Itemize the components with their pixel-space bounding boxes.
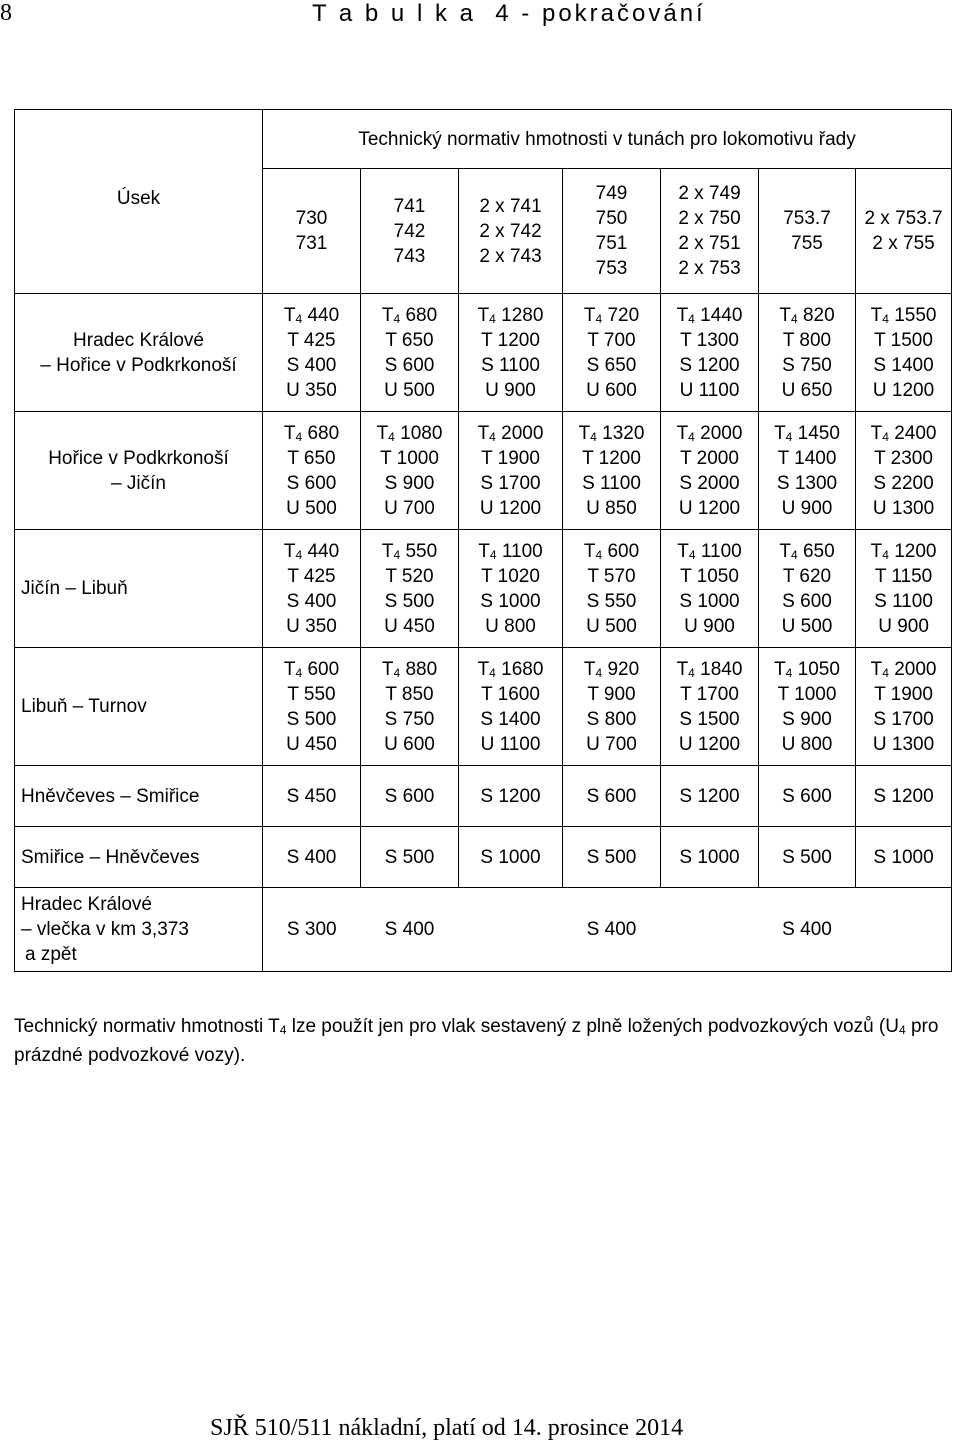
locomotive-column-header bbox=[563, 169, 661, 294]
weight-value: U 600 bbox=[384, 733, 435, 755]
section-header: Úsek bbox=[15, 110, 263, 294]
weight-value: T 1200 bbox=[582, 447, 641, 469]
weight-value: S 500 bbox=[286, 708, 337, 730]
weight-cell bbox=[361, 648, 459, 766]
locomotive-series: 742 bbox=[393, 220, 426, 242]
weight-cell: S 1200 bbox=[856, 766, 952, 827]
weight-value: S 1500 bbox=[679, 708, 740, 730]
weight-t4: $T_4$ 1280 bbox=[477, 304, 544, 326]
weight-value: S 650 bbox=[586, 354, 637, 376]
table-row bbox=[15, 294, 952, 412]
weight-value: S 1100 bbox=[582, 472, 641, 494]
weight-value: T 2000 bbox=[680, 447, 739, 469]
locomotive-series: 753 bbox=[595, 258, 628, 279]
page-number: 8 bbox=[0, 0, 12, 26]
weight-value: U 800 bbox=[485, 615, 536, 637]
weight-cell bbox=[661, 888, 759, 972]
locomotive-series: 753.7 bbox=[783, 208, 831, 229]
weight-value: U 500 bbox=[384, 379, 435, 401]
locomotive-series: 2 x 755 bbox=[872, 233, 935, 254]
weight-cell bbox=[661, 530, 759, 648]
weight-cell bbox=[459, 648, 563, 766]
weight-t4: $T_4$ 680 bbox=[283, 422, 340, 444]
weight-cell bbox=[563, 412, 661, 530]
weight-value: T 1200 bbox=[481, 329, 540, 351]
weight-value: T 1600 bbox=[481, 683, 540, 705]
weight-cell bbox=[263, 648, 361, 766]
weight-value: S 1300 bbox=[776, 472, 838, 494]
weight-cell bbox=[856, 412, 952, 530]
page-title: T a b u l k a 4 - pokračování bbox=[312, 0, 706, 27]
weight-cell bbox=[856, 530, 952, 648]
weight-value: T 1900 bbox=[481, 447, 540, 469]
weight-value: S 1000 bbox=[480, 590, 541, 612]
weight-cell bbox=[759, 530, 856, 648]
section-line: – Jičín bbox=[111, 472, 166, 494]
locomotive-series: 730 bbox=[295, 208, 328, 229]
weight-value: U 1200 bbox=[678, 497, 741, 519]
weight-value: T 1500 bbox=[874, 329, 933, 351]
weight-value: S 550 bbox=[586, 590, 637, 612]
weight-value: S 900 bbox=[384, 472, 435, 494]
weight-value: U 450 bbox=[384, 615, 435, 637]
weight-value: U 350 bbox=[286, 379, 337, 401]
footnote: Technický normativ hmotnosti $T_4$ lze použít jen pro vlak sestavený z plně ložených podvozkových vozů ($U_4$ pro prázdné podvozkové vozy). bbox=[14, 1016, 939, 1066]
weight-value: T 570 bbox=[587, 565, 636, 587]
weight-value: T 1300 bbox=[680, 329, 739, 351]
table-row bbox=[15, 888, 952, 972]
weight-cell: S 400 bbox=[759, 888, 856, 972]
locomotive-series: 749 bbox=[595, 183, 628, 204]
weight-cell bbox=[661, 412, 759, 530]
weight-value: U 1100 bbox=[480, 733, 541, 755]
weight-cell bbox=[759, 412, 856, 530]
locomotive-series: 743 bbox=[393, 245, 426, 267]
weight-value: S 400 bbox=[286, 354, 337, 376]
weight-value: S 1700 bbox=[873, 708, 934, 730]
weight-value: T 850 bbox=[385, 683, 434, 705]
weight-cell bbox=[459, 888, 563, 972]
weight-cell bbox=[856, 648, 952, 766]
weight-value: T 2300 bbox=[874, 447, 933, 469]
table-row bbox=[15, 412, 952, 530]
weight-value: S 2000 bbox=[679, 472, 740, 494]
weight-cell: S 1000 bbox=[459, 827, 563, 888]
weight-value: U 1300 bbox=[872, 733, 935, 755]
locomotive-series: 2 x 751 bbox=[678, 233, 741, 254]
weight-norm-table bbox=[14, 109, 952, 972]
locomotive-series: 2 x 749 bbox=[678, 183, 741, 204]
section-name: Smiřice – Hněvčeves bbox=[15, 827, 263, 888]
locomotive-column-header bbox=[459, 169, 563, 294]
weight-cell: S 450 bbox=[263, 766, 361, 827]
weight-t4: $T_4$ 440 bbox=[283, 540, 340, 562]
locomotive-group-header: Technický normativ hmotnosti v tunách pro lokomotivu řady bbox=[263, 110, 952, 169]
weight-cell: S 500 bbox=[759, 827, 856, 888]
weight-value: T 520 bbox=[385, 565, 434, 587]
weight-value: T 425 bbox=[287, 565, 336, 587]
weight-value: S 600 bbox=[286, 472, 337, 494]
weight-cell: S 400 bbox=[563, 888, 661, 972]
weight-t4: $T_4$ 2000 bbox=[870, 658, 937, 680]
weight-value: S 2200 bbox=[873, 472, 934, 494]
weight-t4: $T_4$ 1100 bbox=[478, 540, 543, 562]
weight-t4: $T_4$ 1320 bbox=[578, 422, 645, 444]
weight-cell bbox=[759, 648, 856, 766]
weight-value: T 650 bbox=[385, 329, 434, 351]
locomotive-series: 750 bbox=[595, 208, 628, 229]
weight-value: U 1200 bbox=[678, 733, 741, 755]
locomotive-series: 741 bbox=[393, 195, 426, 217]
weight-value: S 1400 bbox=[480, 708, 541, 730]
weight-t4: $T_4$ 1050 bbox=[774, 658, 840, 680]
weight-t4: $T_4$ 1440 bbox=[676, 304, 743, 326]
weight-value: T 1900 bbox=[874, 683, 933, 705]
weight-t4: $T_4$ 1550 bbox=[870, 304, 937, 326]
weight-cell bbox=[563, 530, 661, 648]
locomotive-column-header bbox=[263, 169, 361, 294]
weight-cell bbox=[263, 294, 361, 412]
weight-value: U 700 bbox=[586, 733, 637, 755]
weight-cell bbox=[856, 294, 952, 412]
weight-value: T 1000 bbox=[380, 447, 439, 469]
weight-value: T 425 bbox=[287, 329, 336, 351]
section-name bbox=[15, 294, 263, 412]
weight-value: U 600 bbox=[586, 379, 637, 401]
weight-value: T 620 bbox=[782, 565, 832, 587]
weight-value: U 500 bbox=[586, 615, 637, 637]
weight-cell bbox=[459, 294, 563, 412]
section-name: Hněvčeves – Smiřice bbox=[15, 766, 263, 827]
weight-value: U 500 bbox=[781, 615, 833, 637]
weight-value: S 1200 bbox=[679, 354, 740, 376]
weight-cell: S 400 bbox=[263, 827, 361, 888]
weight-cell: S 500 bbox=[361, 827, 459, 888]
weight-value: T 550 bbox=[287, 683, 336, 705]
weight-cell bbox=[263, 530, 361, 648]
locomotive-series: 2 x 753 bbox=[678, 258, 741, 279]
locomotive-column-header bbox=[856, 169, 952, 294]
weight-value: T 1700 bbox=[680, 683, 739, 705]
weight-t4: $T_4$ 600 bbox=[283, 658, 340, 680]
weight-value: U 900 bbox=[485, 379, 536, 401]
weight-t4: $T_4$ 1100 bbox=[677, 540, 742, 562]
weight-t4: $T_4$ 720 bbox=[583, 304, 640, 326]
locomotive-series: 2 x 743 bbox=[479, 245, 542, 267]
weight-value: U 1100 bbox=[679, 379, 740, 401]
weight-value: S 1100 bbox=[874, 590, 933, 612]
weight-value: U 800 bbox=[781, 733, 833, 755]
weight-cell bbox=[759, 294, 856, 412]
weight-t4: $T_4$ 1840 bbox=[676, 658, 743, 680]
locomotive-series: 731 bbox=[295, 233, 328, 254]
section-line: Hořice v Podkrkonoší bbox=[48, 447, 229, 469]
section-line: Libuň – Turnov bbox=[21, 696, 147, 717]
weight-cell bbox=[856, 888, 952, 972]
weight-cell bbox=[361, 530, 459, 648]
locomotive-series: 755 bbox=[791, 233, 823, 254]
weight-cell: S 600 bbox=[759, 766, 856, 827]
weight-value: U 900 bbox=[781, 497, 833, 519]
weight-value: U 500 bbox=[286, 497, 337, 519]
weight-cell: S 1200 bbox=[661, 766, 759, 827]
section-line: Hradec Králové bbox=[21, 894, 152, 915]
weight-cell: S 600 bbox=[563, 766, 661, 827]
weight-value: T 1150 bbox=[874, 565, 933, 587]
locomotive-column-header bbox=[661, 169, 759, 294]
weight-t4: $T_4$ 1200 bbox=[870, 540, 937, 562]
weight-cell bbox=[263, 412, 361, 530]
weight-value: S 400 bbox=[286, 590, 337, 612]
weight-t4: $T_4$ 1450 bbox=[774, 422, 840, 444]
weight-value: U 850 bbox=[586, 497, 637, 519]
weight-value: U 700 bbox=[384, 497, 435, 519]
weight-value: S 1100 bbox=[481, 354, 540, 376]
locomotive-series: 751 bbox=[595, 233, 628, 254]
weight-value: U 1300 bbox=[872, 497, 935, 519]
weight-value: U 1200 bbox=[872, 379, 935, 401]
table-row bbox=[15, 648, 952, 766]
section-name bbox=[15, 888, 263, 972]
weight-value: U 900 bbox=[684, 615, 735, 637]
locomotive-series: 2 x 742 bbox=[479, 220, 542, 242]
section-name bbox=[15, 648, 263, 766]
weight-value: S 750 bbox=[384, 708, 435, 730]
locomotive-series: 2 x 741 bbox=[479, 195, 542, 217]
weight-t4: $T_4$ 440 bbox=[283, 304, 340, 326]
section-name bbox=[15, 530, 263, 648]
weight-value: T 700 bbox=[587, 329, 636, 351]
weight-t4: $T_4$ 820 bbox=[779, 304, 835, 326]
locomotive-column-header bbox=[361, 169, 459, 294]
weight-t4: $T_4$ 2400 bbox=[870, 422, 937, 444]
weight-cell: S 1000 bbox=[661, 827, 759, 888]
weight-value: U 350 bbox=[286, 615, 337, 637]
weight-cell bbox=[661, 294, 759, 412]
weight-t4: $T_4$ 650 bbox=[779, 540, 835, 562]
weight-cell bbox=[459, 530, 563, 648]
locomotive-series: 2 x 750 bbox=[678, 208, 741, 229]
weight-value: U 450 bbox=[286, 733, 337, 755]
section-line: Hradec Králové bbox=[73, 329, 204, 351]
section-line: Jičín – Libuň bbox=[21, 578, 128, 599]
weight-t4: $T_4$ 920 bbox=[583, 658, 640, 680]
weight-t4: $T_4$ 880 bbox=[381, 658, 438, 680]
weight-value: S 1000 bbox=[679, 590, 740, 612]
weight-t4: $T_4$ 600 bbox=[583, 540, 640, 562]
weight-value: S 750 bbox=[782, 354, 832, 376]
weight-value: T 900 bbox=[587, 683, 636, 705]
section-line: a zpět bbox=[25, 944, 77, 965]
weight-cell: S 600 bbox=[361, 766, 459, 827]
weight-t4: $T_4$ 550 bbox=[381, 540, 438, 562]
table-row bbox=[15, 766, 952, 827]
weight-value: U 1200 bbox=[479, 497, 542, 519]
weight-value: T 1050 bbox=[680, 565, 739, 587]
table-row bbox=[15, 530, 952, 648]
weight-value: S 500 bbox=[384, 590, 435, 612]
weight-t4: $T_4$ 2000 bbox=[477, 422, 544, 444]
table-row bbox=[15, 827, 952, 888]
weight-cell bbox=[361, 294, 459, 412]
weight-value: S 1700 bbox=[480, 472, 541, 494]
section-line: – Hořice v Podkrkonoší bbox=[40, 354, 237, 376]
weight-cell bbox=[361, 412, 459, 530]
weight-t4: $T_4$ 1080 bbox=[376, 422, 443, 444]
locomotive-column-header bbox=[759, 169, 856, 294]
weight-value: T 1000 bbox=[777, 683, 837, 705]
weight-t4: $T_4$ 680 bbox=[381, 304, 438, 326]
weight-cell bbox=[563, 648, 661, 766]
section-line: – vlečka v km 3,373 bbox=[21, 919, 189, 940]
weight-t4: $T_4$ 1680 bbox=[477, 658, 544, 680]
weight-value: U 650 bbox=[781, 379, 833, 401]
weight-cell bbox=[459, 412, 563, 530]
weight-value: T 1020 bbox=[481, 565, 540, 587]
weight-value: T 1400 bbox=[777, 447, 837, 469]
weight-t4: $T_4$ 2000 bbox=[676, 422, 743, 444]
weight-cell: S 1000 bbox=[856, 827, 952, 888]
weight-value: S 900 bbox=[782, 708, 832, 730]
weight-value: T 800 bbox=[782, 329, 832, 351]
weight-value: U 900 bbox=[878, 615, 929, 637]
locomotive-series: 2 x 753.7 bbox=[864, 208, 943, 229]
weight-cell bbox=[661, 648, 759, 766]
weight-value: S 600 bbox=[782, 590, 832, 612]
page-footer: SJŘ 510/511 nákladní, platí od 14. prosince 2014 bbox=[210, 1415, 684, 1441]
weight-value: S 600 bbox=[384, 354, 435, 376]
weight-value: T 650 bbox=[287, 447, 336, 469]
weight-cell: S 500 bbox=[563, 827, 661, 888]
weight-value: S 1400 bbox=[873, 354, 934, 376]
section-name bbox=[15, 412, 263, 530]
weight-cell bbox=[563, 294, 661, 412]
weight-value: S 800 bbox=[586, 708, 637, 730]
weight-cell: S 300 bbox=[263, 888, 361, 972]
weight-cell: S 400 bbox=[361, 888, 459, 972]
weight-cell: S 1200 bbox=[459, 766, 563, 827]
